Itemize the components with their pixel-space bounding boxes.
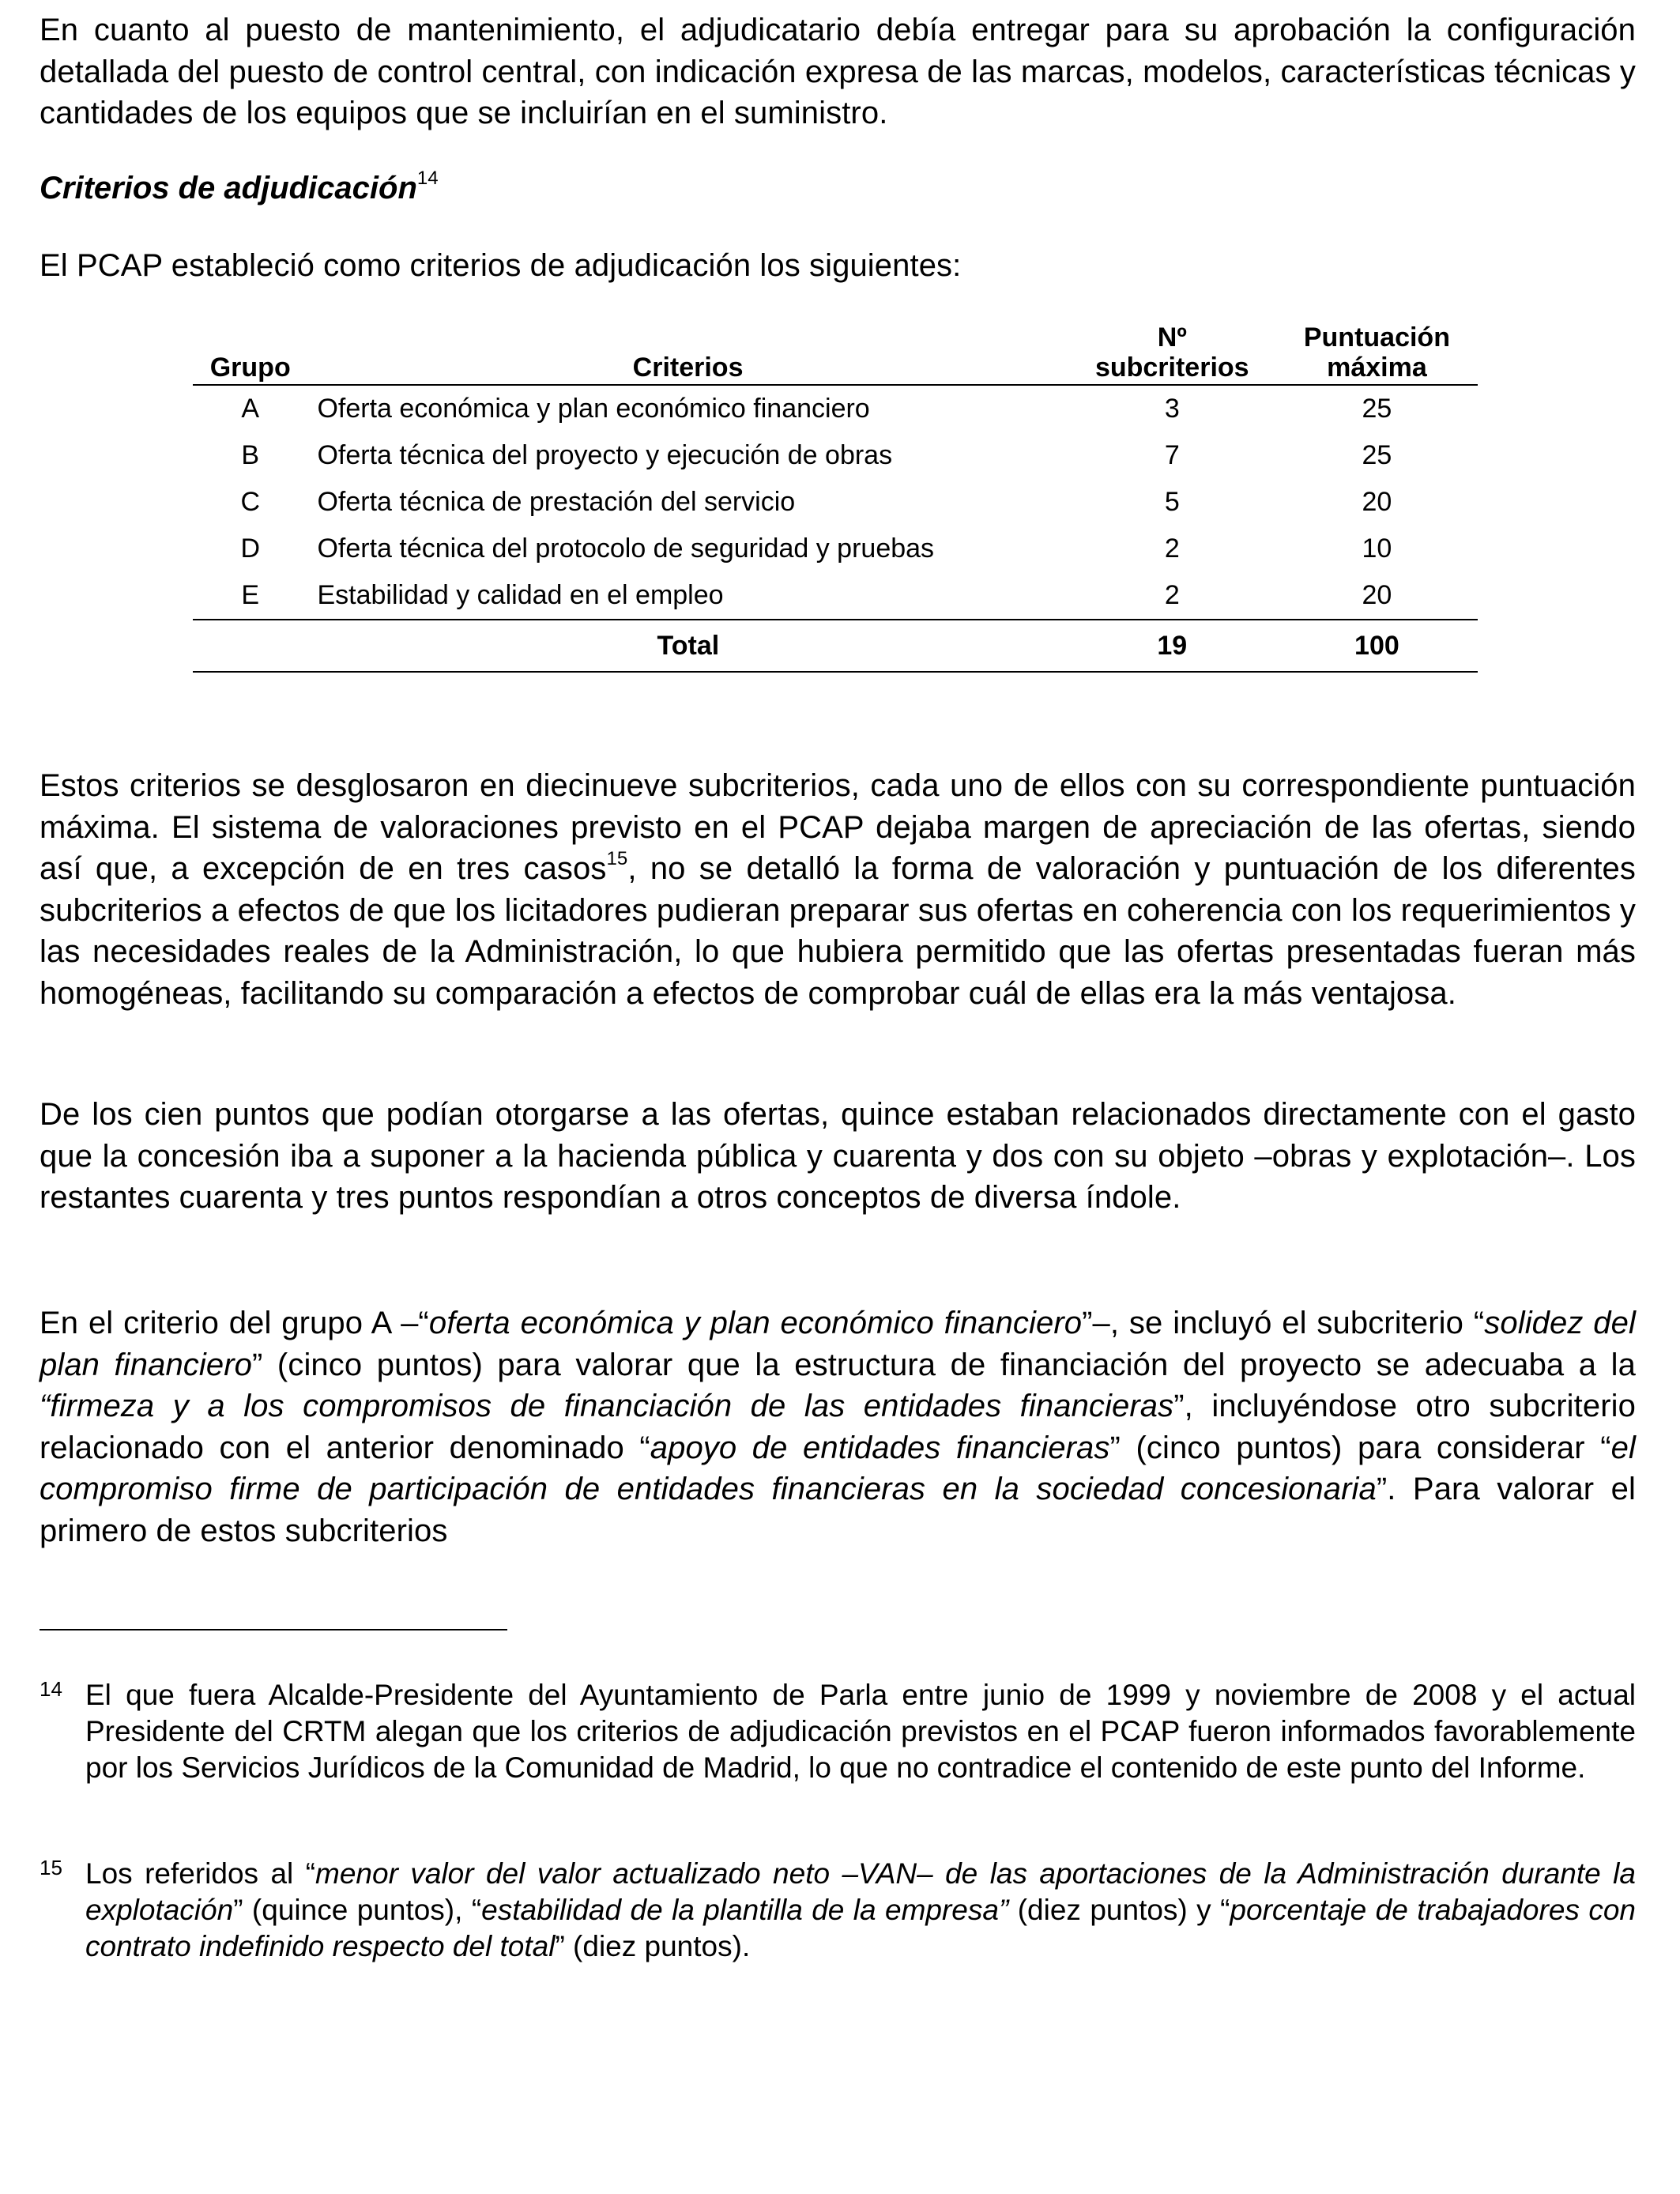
total-label: Total bbox=[657, 631, 720, 661]
cell-puntuacion: 20 bbox=[1362, 487, 1392, 517]
italic-quote: estabilidad de la plantilla de la empresa” bbox=[481, 1894, 1009, 1926]
header-puntuacion-line1: Puntuación bbox=[1303, 322, 1450, 352]
footnote-15 bbox=[40, 1856, 1636, 1965]
text-run: En el criterio del grupo A –“ bbox=[40, 1306, 429, 1340]
table-header-row bbox=[193, 322, 1478, 385]
italic-quote: oferta económica y plan económico financiero bbox=[428, 1306, 1083, 1340]
cell-criterio: Estabilidad y calidad en el empleo bbox=[317, 580, 724, 610]
text-run: ”–, se incluyó el subcriterio “ bbox=[1082, 1306, 1485, 1340]
header-grupo: Grupo bbox=[209, 352, 291, 383]
text-run: ” (cinco puntos) para considerar “ bbox=[1109, 1430, 1611, 1465]
cell-puntuacion: 25 bbox=[1362, 440, 1392, 470]
criteria-table bbox=[193, 322, 1478, 673]
header-subcriterios bbox=[1068, 322, 1276, 385]
text-run: ”. Para valorar el primero de estos subcriterios bbox=[40, 1472, 1637, 1548]
cell-subcriterios: 2 bbox=[1164, 533, 1180, 564]
table-row bbox=[193, 385, 1478, 432]
footnote-14 bbox=[40, 1677, 1636, 1786]
text-run: ” (quince puntos), “ bbox=[233, 1894, 482, 1926]
table-row bbox=[193, 432, 1478, 479]
footnote-ref-14: 14 bbox=[416, 168, 439, 189]
header-subcriterios-line1: Nº bbox=[1157, 322, 1187, 352]
text-run: (diez puntos) y “ bbox=[1008, 1894, 1230, 1926]
paragraph-subcriteria-text-a: Estos criterios se desglosaron en diecinueve subcriterios, cada uno de ellos con su correspondiente puntuación máxima. El sistema de valoraciones previsto en el PCAP dejaba margen de apreciación de las ofertas, siendo así que, a excepción de en tres casos bbox=[40, 768, 1636, 886]
cell-criterio: Oferta técnica de prestación del servicio bbox=[317, 487, 796, 517]
header-subcriterios-line2: subcriterios bbox=[1094, 352, 1249, 383]
cell-grupo: B bbox=[241, 440, 260, 470]
table-total-row bbox=[193, 620, 1478, 672]
cell-subcriterios: 7 bbox=[1164, 440, 1180, 470]
cell-puntuacion: 20 bbox=[1362, 580, 1392, 610]
footnote-number: 15 bbox=[40, 1856, 62, 1879]
footnote-text bbox=[85, 1856, 1636, 1965]
header-puntuacion-line2: máxima bbox=[1327, 352, 1427, 383]
section-heading-text: Criterios de adjudicación bbox=[40, 171, 417, 205]
cell-subcriterios: 2 bbox=[1164, 580, 1180, 610]
cell-criterio: Oferta económica y plan económico financiero bbox=[317, 394, 870, 424]
paragraph-group-a bbox=[40, 1302, 1636, 1551]
cell-grupo: C bbox=[240, 487, 260, 517]
cell-grupo: A bbox=[241, 394, 260, 424]
footnote-text: El que fuera Alcalde-Presidente del Ayuntamiento de Parla entre junio de 1999 y noviembre de 2008 y el actual Presidente del CRTM alegan que los criterios de adjudicación previstos en el PCAP fueron informados favorablemente por los Servicios Jurídicos de la Comunidad de Madrid, lo que no contradice el contenido de este punto del Informe. bbox=[85, 1679, 1636, 1784]
cell-grupo: D bbox=[240, 533, 260, 564]
cell-grupo: E bbox=[241, 580, 260, 610]
footnote-number: 14 bbox=[40, 1677, 62, 1701]
intro-text: El PCAP estableció como criterios de adjudicación los siguientes: bbox=[40, 248, 962, 283]
paragraph-points: De los cien puntos que podían otorgarse a las ofertas, quince estaban relacionados directamente con el gasto que la concesión iba a suponer a la hacienda pública y cuarenta y dos con su objeto –obras y explotación–. Los restantes cuarenta y tres puntos respondían a otros conceptos de diversa índole. bbox=[40, 1097, 1636, 1215]
header-puntuacion bbox=[1276, 322, 1478, 385]
cell-criterio: Oferta técnica del proyecto y ejecución de obras bbox=[317, 440, 893, 470]
table-row bbox=[193, 572, 1478, 620]
italic-quote: menor valor del valor actualizado neto –VAN– de las aportaciones de la Administración durante la explotación bbox=[85, 1857, 1636, 1926]
cell-puntuacion: 25 bbox=[1362, 394, 1392, 424]
italic-quote: porcentaje de trabajadores con contrato indefinido respecto del total bbox=[85, 1894, 1636, 1962]
text-run: ” (cinco puntos) para valorar que la estructura de financiación del proyecto se adecuaba a la bbox=[251, 1347, 1636, 1382]
paragraph-subcriteria bbox=[40, 765, 1636, 1014]
cell-criterio: Oferta técnica del protocolo de seguridad y pruebas bbox=[317, 533, 935, 564]
total-subcriterios: 19 bbox=[1157, 631, 1188, 661]
cell-subcriterios: 3 bbox=[1164, 394, 1180, 424]
text-run: ” (diez puntos). bbox=[555, 1930, 751, 1962]
text-run: Los referidos al “ bbox=[85, 1857, 316, 1890]
total-puntuacion: 100 bbox=[1354, 631, 1399, 661]
italic-quote: apoyo de entidades financieras bbox=[650, 1430, 1110, 1465]
italic-quote: solidez del plan financiero bbox=[40, 1306, 1636, 1382]
cell-puntuacion: 10 bbox=[1362, 533, 1392, 564]
footnote-ref-15: 15 bbox=[606, 848, 628, 869]
italic-quote: el compromiso firme de participación de entidades financieras en la sociedad concesionaria bbox=[40, 1430, 1636, 1506]
table-row bbox=[193, 479, 1478, 526]
table-row bbox=[193, 526, 1478, 572]
header-criterios: Criterios bbox=[632, 352, 744, 383]
footnote-separator bbox=[40, 1629, 507, 1630]
section-heading bbox=[40, 168, 439, 206]
cell-subcriterios: 5 bbox=[1164, 487, 1180, 517]
text-run: ”, incluyéndose otro subcriterio relacionado con el anterior denominado “ bbox=[40, 1389, 1636, 1465]
paragraph-maintenance: En cuanto al puesto de mantenimiento, el adjudicatario debía entregar para su aprobación la configuración detallada del puesto de control central, con indicación expresa de las marcas, modelos, características técnicas y cantidades de los equipos que se incluirían en el suministro. bbox=[40, 13, 1636, 130]
italic-quote: “firmeza y a los compromisos de financiación de las entidades financieras bbox=[40, 1389, 1174, 1423]
paragraph-subcriteria-text-b: , no se detalló la forma de valoración y puntuación de los diferentes subcriterios a efectos de que los licitadores pudieran preparar sus ofertas en coherencia con los requerimientos y las necesidades reales de la Administración, lo que hubiera permitido que las ofertas presentadas fueran más homogéneas, facilitando su comparación a efectos de comprobar cuál de ellas era la más ventajosa. bbox=[40, 851, 1636, 1011]
